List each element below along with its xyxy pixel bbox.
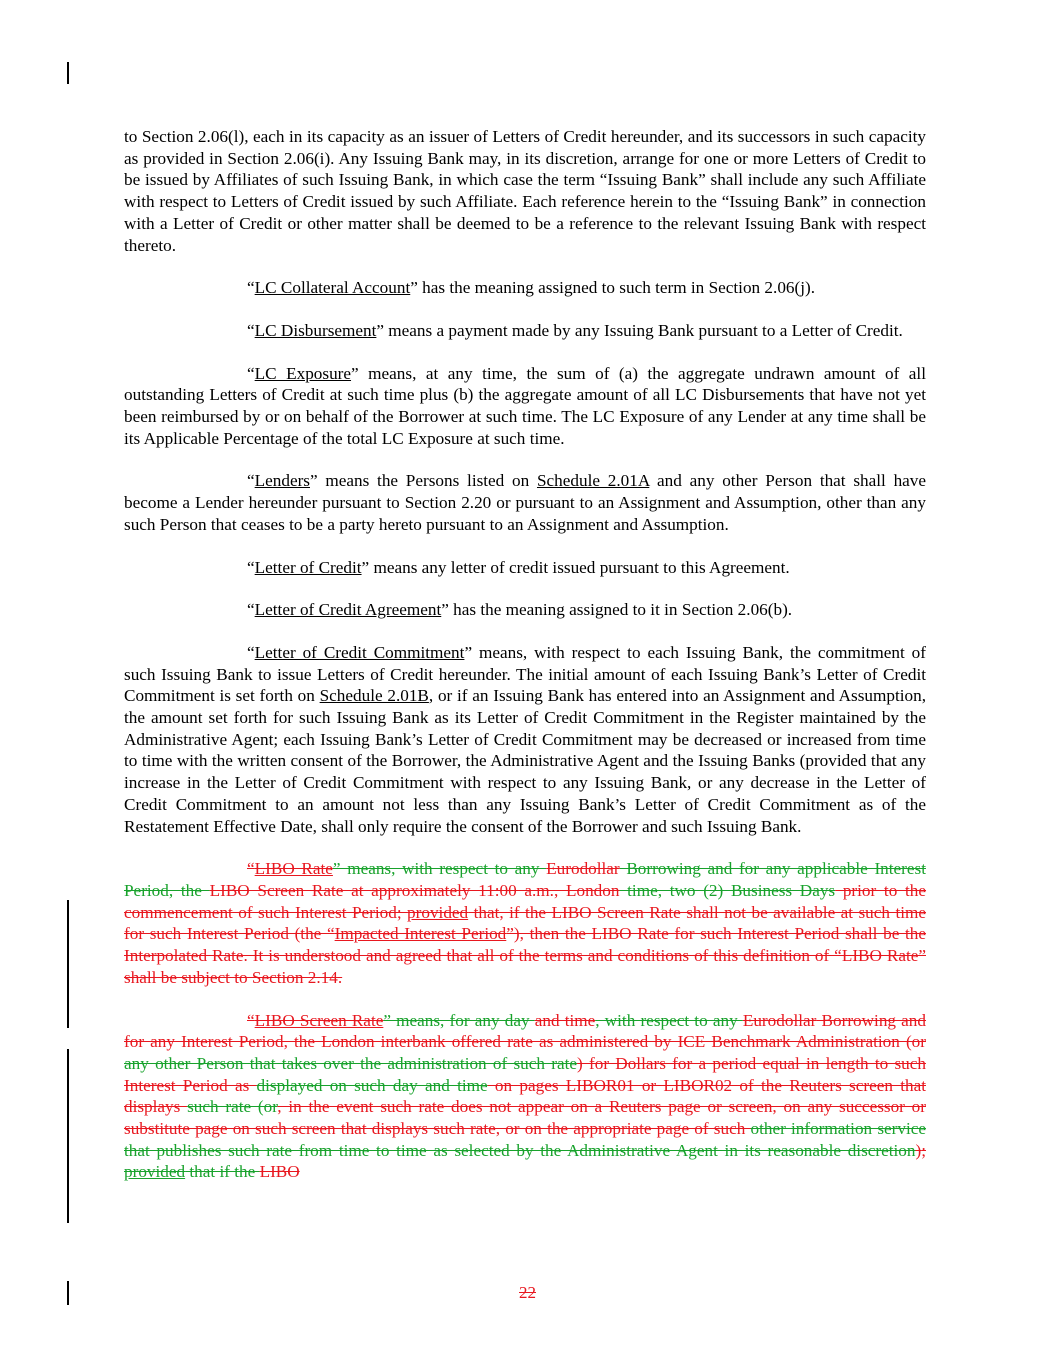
defined-term: LIBO Screen Rate (254, 1010, 384, 1030)
deleted-definition-libo-rate: “LIBO Rate” means, with respect to any Eurodollar Borrowing and for any applicable Interest Period, the LIBO Screen Rate at approximately 11:00 a.m., London time, two (2) Business Days prior to the commencement of such Interest Period; provided that, if the LIBO Screen Rate shall not be available at such time for such Interest Period (the “Impacted Interest Period”), then the LIBO Rate for such Interest Period shall be the Interpolated Rate. It is understood and agreed that all of the terms and conditions of this definition of “LIBO Rate” shall be subject to Section 2.14. (124, 859, 927, 987)
definition-lc-disbursement: “LC Disbursement” means a payment made by any Issuing Bank pursuant to a Letter of Credit. (247, 320, 903, 340)
definition-letter-of-credit-commitment: “Letter of Credit Commitment” means, with respect to each Issuing Bank, the commitment of such Issuing Bank to issue Letters of Credit hereunder. The initial amount of each Issuing Bank’s Letter of Credit Commitment is set forth on Schedule 2.01B, or if an Issuing Bank has entered into an Assignment and Assumption, the amount set forth for such Issuing Bank as its Letter of Credit Commitment in the Register maintained by the Administrative Agent; each Issuing Bank’s Letter of Credit Commitment may be decreased or increased from time to time with the written consent of the Borrower, the Administrative Agent and the Issuing Banks (provided that any increase in the Letter of Credit Commitment with respect to any Issuing Bank, or any decrease in the Letter of Credit Commitment to an amount not less than any Issuing Bank’s Letter of Credit Commitment as of the Restatement Effective Date, shall only require the consent of the Borrower and such Issuing Bank. (124, 642, 926, 836)
document-body (124, 126, 926, 1204)
defined-term: LIBO Rate (254, 859, 333, 879)
schedule-reference: Schedule 2.01B (319, 686, 429, 706)
definition-lc-exposure: “LC Exposure” means, at any time, the sum of (a) the aggregate undrawn amount of all outstanding Letters of Credit at such time plus (b) the aggregate amount of all LC Disbursements that have not yet been reimbursed by or on behalf of the Borrower at such time. The LC Exposure of any Lender at any time shall be its Applicable Percentage of the total LC Exposure at such time. (124, 363, 926, 448)
change-bar (67, 62, 69, 84)
defined-term: Lenders (254, 471, 310, 491)
defined-term: LC Exposure (254, 363, 352, 383)
definition-letter-of-credit-agreement: “Letter of Credit Agreement” has the meaning assigned to it in Section 2.06(b). (247, 600, 793, 620)
definition-lenders: “Lenders” means the Persons listed on Schedule 2.01A and any other Person that shall have become a Lender hereunder pursuant to Section 2.20 or pursuant to an Assignment and Assumption, other than any such Person that ceases to be a party hereto pursuant to an Assignment and Assumption. (124, 471, 927, 534)
change-bar (67, 1049, 69, 1223)
definition-letter-of-credit: “Letter of Credit” means any letter of credit issued pursuant to this Agreement. (247, 557, 790, 577)
defined-term: Letter of Credit Commitment (254, 642, 465, 662)
schedule-reference: Schedule 2.01A (536, 471, 650, 491)
defined-term: Letter of Credit (254, 557, 362, 577)
defined-term: Letter of Credit Agreement (254, 600, 442, 620)
page-number: 22 (519, 1283, 536, 1302)
deleted-definition-libo-screen-rate: “LIBO Screen Rate” means, for any day and time, with respect to any Eurodollar Borrowing and for any Interest Period, the London interbank offered rate as administered by ICE Benchmark Administration (or any other Person that takes over the administration of such rate) for Dollars for a period equal in length to such Interest Period as displayed on such day and time on pages LIBOR01 or LIBOR02 of the Reuters screen that displays such rate (or, in the event such rate does not appear on a Reuters page or screen, on any successor or substitute page on such screen that displays such rate, or on the appropriate page of such other information service that publishes such rate from time to time as selected by the Administrative Agent in its reasonable discretion); provided that if the LIBO (124, 1010, 926, 1182)
definition-lc-collateral-account: “LC Collateral Account” has the meaning assigned to such term in Section 2.06(j). (247, 278, 816, 298)
change-bar (67, 900, 69, 1028)
issuing-bank-continued-paragraph: to Section 2.06(l), each in its capacity as an issuer of Letters of Credit hereunder, and its successors in such capacity as provided in Section 2.06(i). Any Issuing Bank may, in its discretion, arrange for one or more Letters of Credit to be issued by Affiliates of such Issuing Bank, in which case the term “Issuing Bank” shall include any such Affiliate with respect to Letters of Credit issued by such Affiliate. Each reference herein to the “Issuing Bank” in connection with a Letter of Credit or other matter shall be deemed to be a reference to the relevant Issuing Bank with respect thereto. (124, 127, 926, 255)
defined-term: LC Collateral Account (254, 278, 411, 298)
defined-term: LC Disbursement (254, 320, 377, 340)
